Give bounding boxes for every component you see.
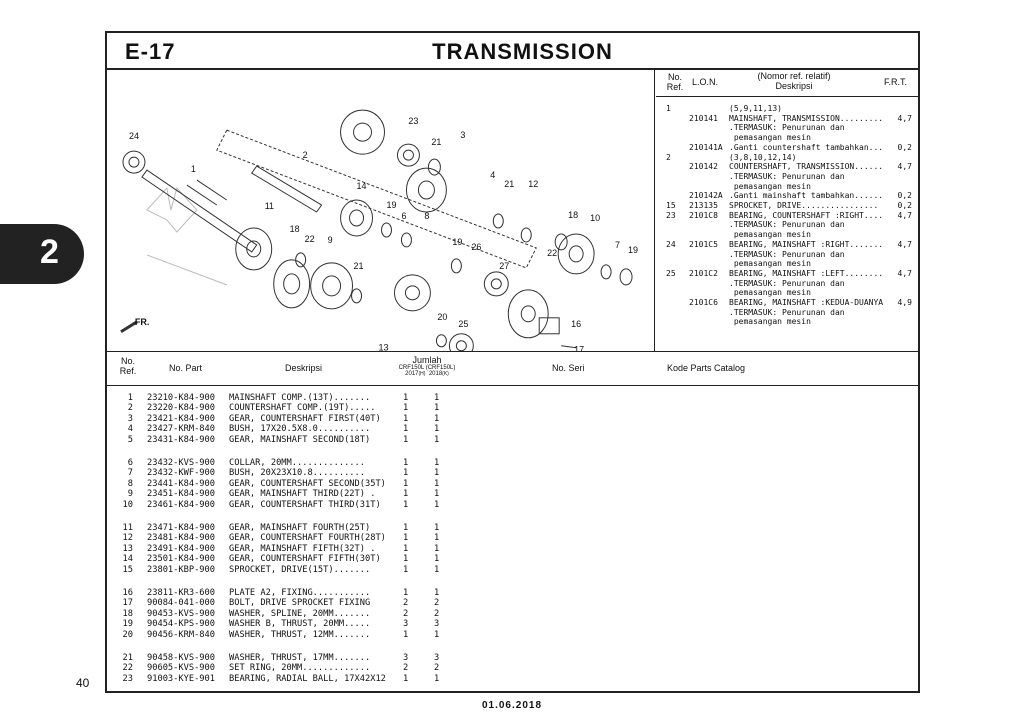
part-part: 23481-K84-900: [147, 533, 215, 544]
part-desc: GEAR, MAINSHAFT SECOND(18T): [229, 434, 371, 445]
part-part: 23461-K84-900: [147, 499, 215, 510]
labor-rate-desc: .TERMASUK: Penurunan dan: [729, 171, 845, 181]
svg-text:17: 17: [574, 344, 585, 351]
part-row: [107, 565, 918, 575]
labor-rate-row: [656, 182, 918, 192]
labor-rate-row: [656, 220, 918, 230]
part-q1: 1: [403, 403, 409, 414]
svg-text:19: 19: [628, 244, 639, 255]
part-desc: MAINSHAFT COMP.(13T).......: [229, 393, 371, 403]
svg-text:12: 12: [528, 179, 539, 190]
year-b-code: (K): [442, 371, 449, 377]
part-row: [107, 523, 918, 533]
svg-text:8: 8: [424, 210, 430, 221]
model-b: (CRF150L): [425, 365, 456, 371]
labor-rate-table: [656, 70, 918, 351]
svg-text:7: 7: [615, 239, 621, 250]
labor-rate-row: [656, 104, 918, 114]
parts-table-header: [107, 351, 918, 386]
part-q1: 3: [403, 619, 409, 630]
labor-rate-desc: pemasangan mesin: [729, 133, 811, 143]
svg-text:21: 21: [431, 137, 442, 148]
labor-rate-lon: 2101C6: [689, 298, 718, 307]
part-q1: 1: [403, 393, 409, 403]
part-q1: 1: [403, 533, 409, 544]
part-row: [107, 533, 918, 543]
svg-text:6: 6: [401, 210, 407, 221]
labor-rate-row: [656, 308, 918, 318]
part-no: 17: [122, 598, 133, 609]
part-row: [107, 653, 918, 663]
part-no: 19: [122, 619, 133, 630]
labor-rate-desc: pemasangan mesin: [729, 317, 811, 327]
part-q1: 1: [403, 489, 409, 500]
part-desc: BUSH, 20X23X10.8..........: [229, 468, 365, 479]
labor-rate-lon: 2101C8: [689, 210, 718, 220]
labor-rate-row: [656, 211, 918, 221]
part-row: [107, 435, 918, 445]
part-row: [107, 619, 918, 629]
labor-rate-frt: 0,2: [897, 142, 912, 152]
svg-text:1: 1: [190, 164, 196, 175]
year-a: 2017: [405, 371, 419, 377]
svg-text:25: 25: [458, 318, 469, 329]
part-q2: 1: [434, 588, 440, 598]
svg-text:22: 22: [304, 233, 315, 244]
labor-rate-frt: 4,9: [897, 298, 912, 307]
svg-text:13: 13: [378, 342, 389, 351]
transmission-illustration: [107, 70, 654, 351]
labor-rate-desc: pemasangan mesin: [729, 259, 811, 269]
part-no: 8: [127, 478, 133, 489]
part-q1: 1: [403, 564, 409, 575]
honda-watermark: [147, 188, 227, 285]
frt-header: F.R.T.: [884, 77, 908, 87]
svg-text:9: 9: [327, 234, 333, 245]
labor-rate-desc: BEARING, MAINSHAFT :RIGHT.......: [729, 239, 884, 249]
part-q2: 1: [434, 629, 440, 640]
labor-rate-desc: pemasangan mesin: [729, 181, 811, 191]
svg-text:24: 24: [128, 131, 139, 142]
sprocket-drive: [508, 290, 548, 338]
svg-text:22: 22: [547, 247, 558, 258]
part-q2: 1: [434, 499, 440, 510]
part-q2: 1: [434, 434, 440, 445]
part-row: [107, 588, 918, 598]
labor-rate-lon: 2101C5: [689, 239, 718, 249]
labor-rate-desc: .TERMASUK: Penurunan dan: [729, 220, 845, 230]
labor-rate-desc: .TERMASUK: Penurunan dan: [729, 123, 845, 133]
part-row: [107, 424, 918, 434]
part-row: [107, 414, 918, 424]
part-desc: COLLAR, 20MM..............: [229, 458, 365, 468]
labor-rate-row: [656, 250, 918, 260]
mainshaft: [142, 170, 257, 252]
lon-header: L.O.N.: [692, 77, 719, 87]
part-part: 23427-KRM-840: [147, 424, 215, 435]
labor-rate-no: 23: [666, 210, 676, 220]
part-desc: GEAR, MAINSHAFT FOURTH(25T): [229, 523, 371, 533]
part-row: [107, 598, 918, 608]
part-desc: WASHER B, THRUST, 20MM.....: [229, 619, 371, 630]
part-desc: BUSH, 17X20.5X8.0..........: [229, 424, 371, 435]
countershaft-plate: [217, 130, 539, 268]
part-part: 23471-K84-900: [147, 523, 215, 533]
svg-text:16: 16: [571, 318, 582, 329]
labor-rate-desc: BEARING, MAINSHAFT :LEFT........: [729, 268, 884, 278]
serial-header: No. Seri: [552, 363, 585, 373]
labor-rate-row: [656, 133, 918, 143]
labor-rate-desc: BEARING, COUNTERSHAFT :RIGHT....: [729, 210, 884, 220]
part-q1: 1: [403, 673, 409, 684]
part-row: [107, 554, 918, 564]
labor-rate-no: 15: [666, 201, 676, 210]
part-no: 6: [127, 458, 133, 468]
part-no-header: No. Part: [169, 363, 203, 373]
part-q2: 1: [434, 554, 440, 565]
part-no: 9: [127, 489, 133, 500]
ref-desc-header: (Nomor ref. relatif) Deskripsi: [757, 71, 831, 91]
labor-rate-lon: 210142A: [689, 191, 723, 201]
part-q2: 3: [434, 619, 440, 630]
ref-no-header: No. Ref.: [666, 72, 684, 92]
labor-rate-desc: .TERMASUK: Penurunan dan: [729, 249, 845, 259]
part-q2: 1: [434, 393, 440, 403]
year-b: 2018: [428, 371, 443, 377]
svg-text:18: 18: [568, 209, 579, 220]
labor-rate-row: [656, 191, 918, 201]
labor-rate-lon: 210141A: [689, 142, 723, 152]
part-q1: 1: [403, 499, 409, 510]
part-part: 90454-KPS-900: [147, 619, 215, 630]
svg-text:21: 21: [353, 260, 364, 271]
no-ref-header: No. Ref.: [119, 356, 137, 376]
part-part: 23210-K84-900: [147, 393, 215, 403]
part-q1: 2: [403, 608, 409, 619]
svg-text:26: 26: [471, 241, 482, 252]
labor-rate-frt: 4,7: [897, 239, 912, 249]
part-q1: 1: [403, 468, 409, 479]
labor-rate-row: [656, 230, 918, 240]
labor-rate-desc: .TERMASUK: Penurunan dan: [729, 278, 845, 288]
section-tab-label: 2: [40, 233, 59, 271]
labor-rate-desc: MAINSHAFT, TRANSMISSION.........: [729, 113, 884, 123]
part-q1: 1: [403, 478, 409, 489]
svg-text:FR.: FR.: [134, 316, 150, 327]
footer-date: 01.06.2018: [481, 700, 543, 711]
part-part: 90456-KRM-840: [147, 629, 215, 640]
labor-rate-row: [656, 279, 918, 289]
part-part: 90453-KVS-900: [147, 608, 215, 619]
page-header: [107, 33, 918, 70]
labor-rate-lon: 2101C2: [689, 268, 718, 278]
part-no: 7: [127, 468, 133, 479]
labor-rate-frt: 4,7: [897, 113, 912, 123]
part-part: 23431-K84-900: [147, 434, 215, 445]
part-part: 23811-KR3-600: [147, 588, 215, 598]
countershaft: [252, 166, 322, 212]
part-desc: SET RING, 20MM.............: [229, 663, 371, 674]
part-desc: GEAR, COUNTERSHAFT SECOND(35T): [229, 478, 386, 489]
svg-text:2: 2: [302, 150, 308, 161]
part-part: 23451-K84-900: [147, 489, 215, 500]
part-q2: 1: [434, 413, 440, 424]
part-no: 3: [127, 413, 133, 424]
part-q2: 1: [434, 533, 440, 544]
desc-header: Deskripsi: [285, 363, 323, 373]
part-q2: 3: [434, 653, 440, 663]
page-number: 40: [76, 676, 90, 690]
part-part: 23220-K84-900: [147, 403, 215, 414]
part-row: [107, 403, 918, 413]
svg-text:20: 20: [437, 311, 448, 322]
section-code: E-17: [125, 39, 176, 64]
catalog-header: Kode Parts Catalog: [667, 363, 746, 373]
part-row: [107, 458, 918, 468]
svg-text:23: 23: [408, 116, 419, 127]
part-no: 23: [122, 673, 133, 684]
labor-rate-row: [656, 269, 918, 279]
part-desc: WASHER, THRUST, 12MM.......: [229, 629, 371, 640]
part-row: [107, 609, 918, 619]
part-desc: WASHER, THRUST, 17MM.......: [229, 653, 371, 663]
labor-rate-desc: SPROCKET, DRIVE................: [729, 201, 879, 210]
model-a: CRF150L: [398, 365, 425, 371]
part-q1: 1: [403, 424, 409, 435]
svg-text:18: 18: [289, 223, 300, 234]
part-q1: 1: [403, 543, 409, 554]
part-desc: GEAR, COUNTERSHAFT FIFTH(30T): [229, 554, 381, 565]
part-q2: 1: [434, 458, 440, 468]
svg-text:19: 19: [386, 200, 397, 211]
part-no: 1: [127, 393, 133, 403]
part-q1: 2: [403, 598, 409, 609]
labor-rate-row: [656, 317, 918, 327]
bearing-24: [123, 151, 145, 173]
gears: [236, 110, 594, 311]
labor-rate-frt: 0,2: [897, 191, 912, 201]
labor-rate-row: [656, 201, 918, 211]
part-q1: 1: [403, 588, 409, 598]
labor-rate-row: [656, 162, 918, 172]
labor-rate-no: 25: [666, 268, 676, 278]
labor-rate-desc: BEARING, MAINSHAFT :KEDUA-DUANYA: [729, 298, 884, 307]
labor-rate-lon: 213135: [689, 201, 718, 210]
labor-rate-row: [656, 172, 918, 182]
part-no: 15: [122, 564, 133, 575]
part-q2: 1: [434, 489, 440, 500]
part-row: [107, 500, 918, 510]
part-q2: 1: [434, 424, 440, 435]
part-q1: 3: [403, 653, 409, 663]
labor-rate-desc: .TERMASUK: Penurunan dan: [729, 307, 845, 317]
labor-rate-desc: pemasangan mesin: [729, 230, 811, 240]
part-desc: GEAR, MAINSHAFT FIFTH(32T) .: [229, 543, 376, 554]
labor-rate-desc: .Ganti countershaft tambahkan...: [729, 142, 884, 152]
part-row: [107, 674, 918, 684]
labor-rate-frt: 0,2: [897, 201, 912, 210]
labor-rate-no: 1: [666, 104, 671, 113]
part-part: 90084-041-000: [147, 598, 215, 609]
part-part: 23432-KVS-900: [147, 458, 215, 468]
part-no: 18: [122, 608, 133, 619]
part-row: [107, 479, 918, 489]
part-desc: PLATE A2, FIXING...........: [229, 588, 371, 598]
year-a-code: (H): [418, 371, 426, 377]
part-part: 91003-KYE-901: [147, 673, 215, 684]
part-q1: 2: [403, 663, 409, 674]
svg-text:27: 27: [499, 260, 510, 271]
svg-text:11: 11: [264, 201, 275, 212]
part-desc: GEAR, COUNTERSHAFT THIRD(31T): [229, 499, 381, 510]
part-desc: BEARING, RADIAL BALL, 17X42X12: [229, 673, 386, 684]
jumlah-label: Jumlah: [412, 355, 442, 365]
part-desc: SPROCKET, DRIVE(15T).......: [229, 564, 371, 575]
part-q1: 1: [403, 458, 409, 468]
labor-rate-row: [656, 114, 918, 124]
part-q1: 1: [403, 413, 409, 424]
svg-text:21: 21: [504, 179, 515, 190]
labor-rate-frt: 4,7: [897, 162, 912, 172]
labor-rate-header: [656, 70, 918, 97]
part-desc: GEAR, COUNTERSHAFT FOURTH(28T): [229, 533, 386, 544]
part-part: 90458-KVS-900: [147, 653, 215, 663]
labor-rate-row: [656, 240, 918, 250]
part-q2: 1: [434, 523, 440, 533]
svg-text:10: 10: [590, 212, 601, 223]
part-part: 23421-K84-900: [147, 413, 215, 424]
part-desc: COUNTERSHAFT COMP.(19T).....: [229, 403, 376, 414]
labor-rate-row: [656, 288, 918, 298]
part-no: 13: [122, 543, 133, 554]
svg-text:4: 4: [490, 170, 496, 181]
part-no: 10: [122, 499, 133, 510]
part-no: 20: [122, 629, 133, 640]
labor-rate-desc: COUNTERSHAFT, TRANSMISSION......: [729, 162, 884, 172]
part-q2: 2: [434, 598, 440, 609]
part-row: [107, 489, 918, 499]
part-part: 23491-K84-900: [147, 543, 215, 554]
part-q2: 1: [434, 673, 440, 684]
svg-text:14: 14: [356, 181, 367, 192]
part-no: 16: [122, 588, 133, 598]
part-desc: GEAR, COUNTERSHAFT FIRST(40T): [229, 413, 381, 424]
labor-rate-row: [656, 259, 918, 269]
part-desc: WASHER, SPLINE, 20MM.......: [229, 608, 371, 619]
part-no: 22: [122, 663, 133, 674]
part-part: 23801-KBP-900: [147, 564, 215, 575]
part-part: 90605-KVS-900: [147, 663, 215, 674]
part-row: [107, 544, 918, 554]
labor-rate-lon: 210142: [689, 162, 718, 172]
part-desc: GEAR, MAINSHAFT THIRD(22T) .: [229, 489, 376, 500]
part-q2: 1: [434, 543, 440, 554]
labor-rate-desc: .Ganti mainshaft tambahkan......: [729, 191, 884, 201]
svg-text:3: 3: [460, 130, 466, 141]
part-q1: 1: [403, 523, 409, 533]
part-no: 4: [127, 424, 133, 435]
exploded-diagram: [107, 70, 655, 351]
part-q2: 1: [434, 403, 440, 414]
part-no: 2: [127, 403, 133, 414]
part-q1: 1: [403, 629, 409, 640]
part-no: 12: [122, 533, 133, 544]
parts-page-frame: [105, 31, 920, 693]
part-row: [107, 630, 918, 640]
part-row: [107, 393, 918, 403]
part-part: 23432-KWF-900: [147, 468, 215, 479]
part-row: [107, 468, 918, 478]
part-q2: 2: [434, 608, 440, 619]
labor-rate-lon: 210141: [689, 113, 718, 123]
part-q2: 1: [434, 468, 440, 479]
part-no: 14: [122, 554, 133, 565]
part-q1: 1: [403, 554, 409, 565]
part-q2: 2: [434, 663, 440, 674]
labor-rate-frt: 4,7: [897, 210, 912, 220]
labor-rate-row: [656, 298, 918, 308]
part-no: 11: [122, 523, 133, 533]
labor-rate-no: 2: [666, 152, 671, 162]
part-part: 23501-K84-900: [147, 554, 215, 565]
quantity-header: [392, 355, 462, 377]
part-q2: 1: [434, 478, 440, 489]
labor-rate-row: [656, 123, 918, 133]
labor-rate-desc: (3,8,10,12,14): [729, 152, 797, 162]
labor-rate-frt: 4,7: [897, 268, 912, 278]
part-q1: 1: [403, 434, 409, 445]
labor-rate-no: 24: [666, 239, 676, 249]
part-no: 5: [127, 434, 133, 445]
part-row: [107, 663, 918, 673]
part-no: 21: [122, 653, 133, 663]
section-tab: [0, 224, 84, 284]
page-title: TRANSMISSION: [432, 39, 613, 64]
labor-rate-desc: (5,9,11,13): [729, 104, 782, 113]
labor-rate-row: [656, 143, 918, 153]
part-q2: 1: [434, 564, 440, 575]
labor-rate-desc: pemasangan mesin: [729, 288, 811, 298]
part-desc: BOLT, DRIVE SPROCKET FIXING: [229, 598, 371, 609]
labor-rate-row: [656, 153, 918, 163]
part-part: 23441-K84-900: [147, 478, 215, 489]
svg-text:19: 19: [452, 236, 463, 247]
